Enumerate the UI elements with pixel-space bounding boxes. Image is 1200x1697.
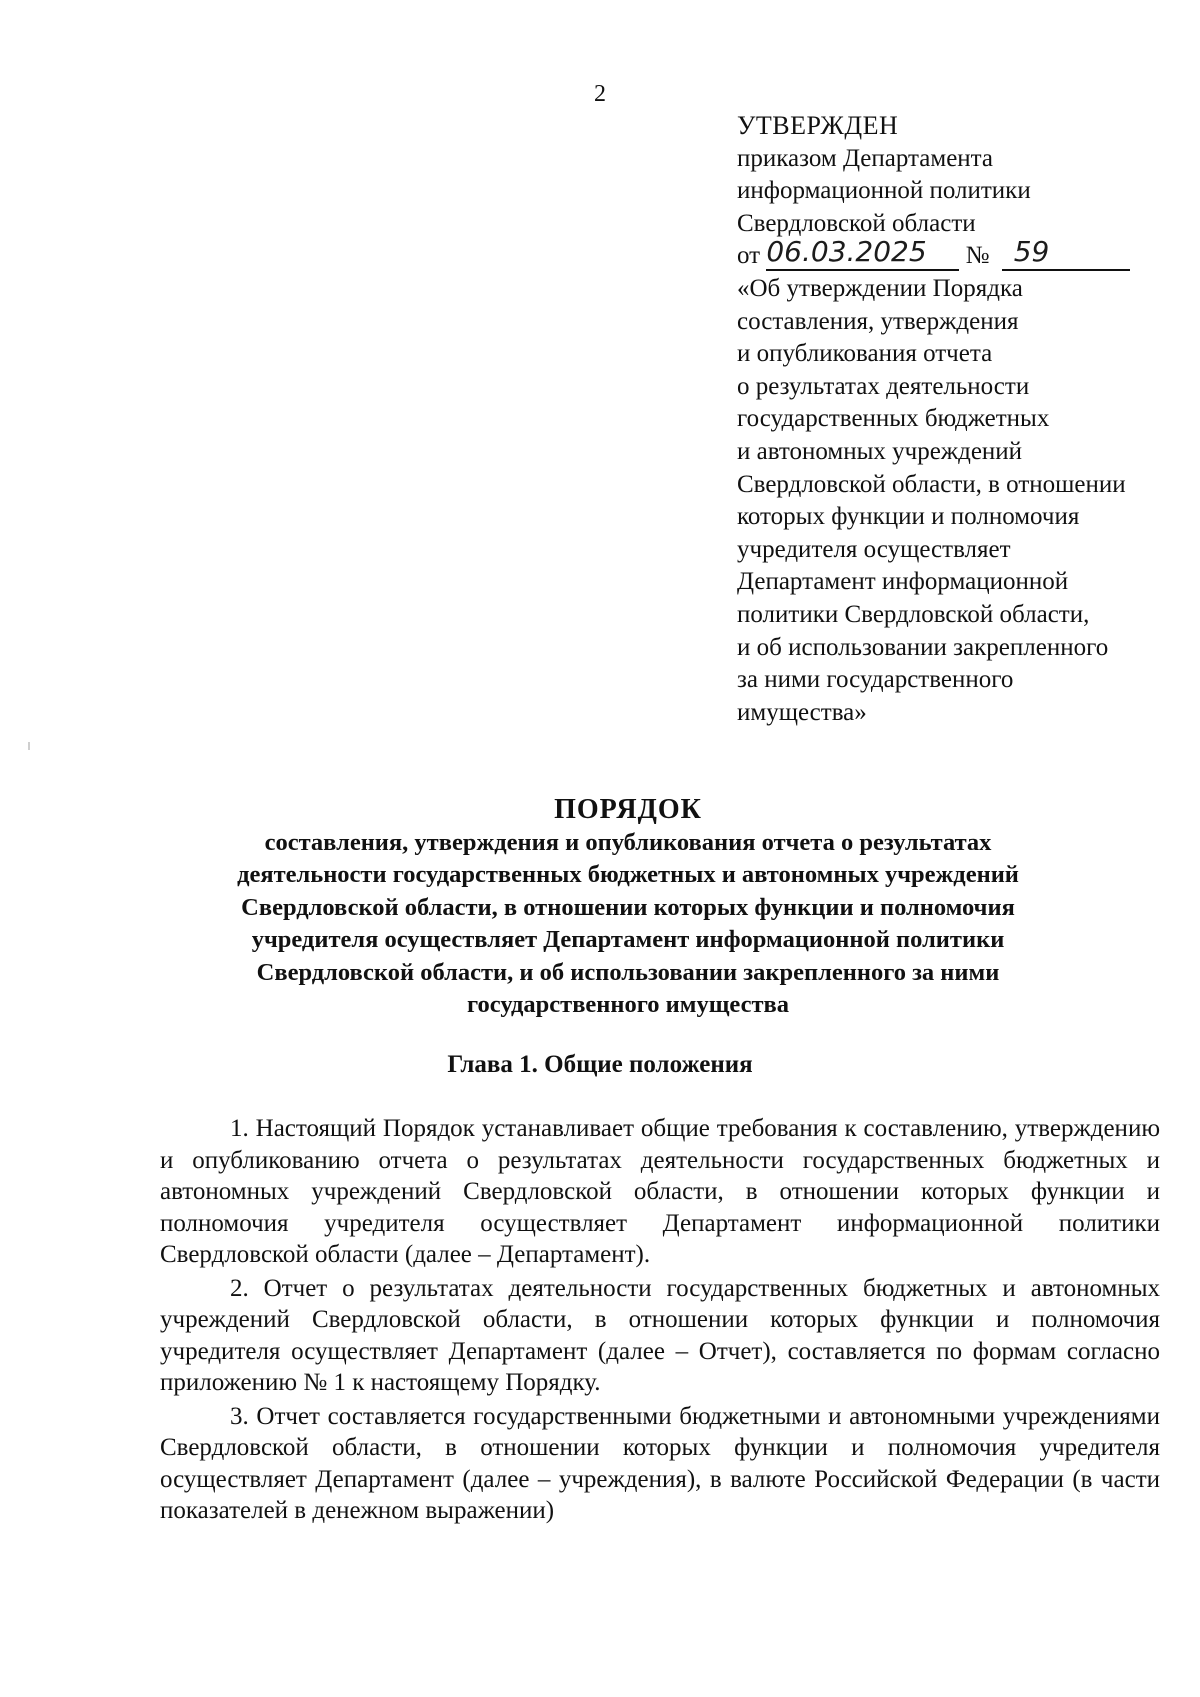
handwritten-number: 59: [1013, 235, 1050, 269]
approval-heading: УТВЕРЖДЕН: [737, 111, 899, 140]
subject-line: «Об утверждении Порядка: [737, 274, 1023, 302]
subject-line: и опубликования отчета: [737, 340, 993, 368]
document-body: [160, 1113, 1160, 1527]
title-main: ПОРЯДОК: [554, 794, 702, 825]
subject-line: составления, утверждения: [737, 307, 1019, 335]
subject-line: и об использовании закрепленного: [737, 633, 1109, 661]
subject-line: Свердловской области, в отношении: [737, 470, 1126, 498]
approval-line: Свердловской области: [737, 209, 976, 237]
date-field: [766, 235, 959, 271]
approval-stamp: [737, 110, 1197, 729]
subject-line: имущества»: [737, 698, 867, 726]
subject-line: учредителя осуществляет: [737, 535, 1011, 563]
subject-line: и автономных учреждений: [737, 437, 1023, 465]
paragraph-1: 1. Настоящий Порядок устанавливает общие требования к составлению, утверждению и опубликованию отчета о результатах деятельности государственных бюджетных и автономных учреждений Свердловской области, в отношении которых функции и полномочия учредителя осуществляет Департамент информационной политики Свердловской области (далее – Департамент).: [160, 1115, 1160, 1268]
date-prefix: от: [737, 242, 761, 270]
number-sign: №: [965, 242, 990, 270]
handwritten-date: 06.03.2025: [766, 235, 927, 269]
title-line: учредителя осуществляет Департамент информационной политики: [251, 926, 1005, 954]
title-line: государственного имущества: [467, 991, 789, 1019]
subject-line: государственных бюджетных: [737, 405, 1050, 433]
approval-line: приказом Департамента: [737, 144, 993, 172]
subject-line: политики Свердловской области,: [737, 600, 1090, 628]
scan-artifact: [28, 742, 30, 750]
subject-line: за ними государственного: [737, 666, 1014, 694]
document-title: [190, 793, 1066, 1021]
title-line: составления, утверждения и опубликования отчета о результатах: [264, 829, 992, 856]
approval-line: информационной политики: [737, 177, 1031, 205]
number-field: [1002, 235, 1130, 271]
title-line: Свердловской области, в отношении которых функции и полномочия: [241, 893, 1015, 921]
subject-line: о результатах деятельности: [737, 372, 1030, 400]
approval-date-row: [737, 235, 1197, 273]
paragraph-3: 3. Отчет составляется государственными бюджетными и автономными учреждениями Свердловской области, в отношении которых функции и полномочия учредителя осуществляет Департамент (далее – учреждения), в валюте Российской Федерации (в части показателей в денежном выражении): [160, 1402, 1160, 1524]
title-line: Свердловской области, и об использовании закрепленного за ними: [256, 958, 1000, 986]
page-number: 2: [594, 81, 606, 107]
subject-line: которых функции и полномочия: [737, 503, 1080, 531]
subject-line: Департамент информационной: [737, 568, 1069, 596]
paragraph-2: 2. Отчет о результатах деятельности государственных бюджетных и автономных учреждений Свердловской области, в отношении которых функции и полномочия учредителя осуществляет Департамент (далее – Отчет), составляется по формам согласно приложению № 1 к настоящему Порядку.: [160, 1274, 1160, 1396]
chapter-heading: Глава 1. Общие положения: [447, 1051, 753, 1078]
title-line: деятельности государственных бюджетных и автономных учреждений: [237, 861, 1019, 889]
